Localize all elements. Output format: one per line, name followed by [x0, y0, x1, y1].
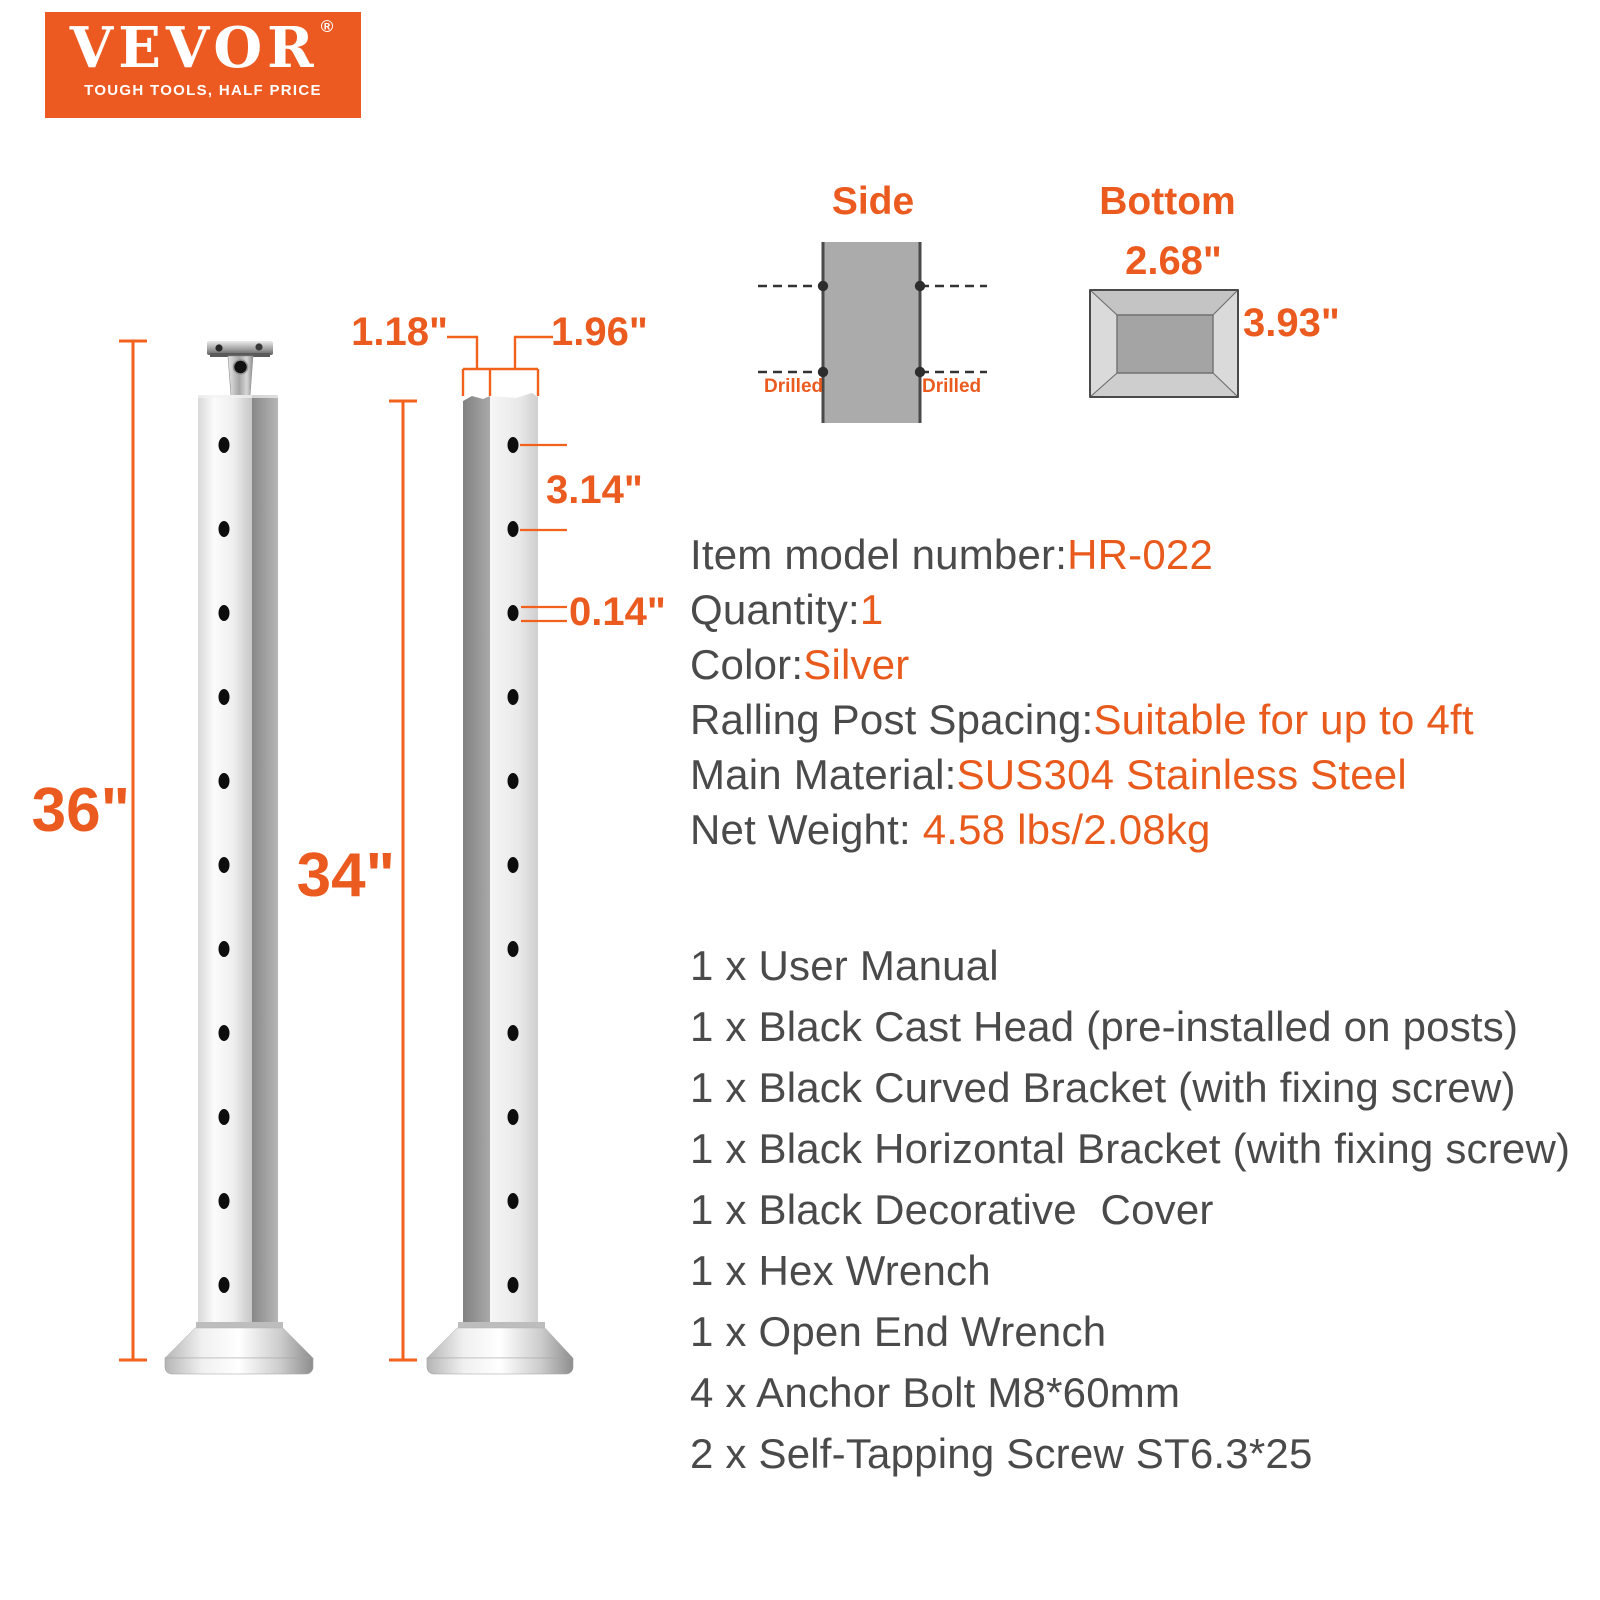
top-width-bracket — [447, 337, 553, 396]
side-diagram-title: Side — [831, 180, 915, 223]
bottom-diagram-title: Bottom — [1099, 180, 1236, 223]
spec-label: Net Weight: — [690, 806, 911, 853]
dim-label-bottom-width: 2.68" — [1125, 239, 1222, 283]
spec-row-material — [690, 747, 1474, 802]
spec-value: SUS304 Stainless Steel — [956, 751, 1407, 798]
spec-value: Suitable for up to 4ft — [1093, 696, 1474, 743]
dim-label-hole-diameter: 0.14" — [569, 590, 666, 634]
package-item: 2 x Self-Tapping Screw ST6.3*25 — [690, 1430, 1313, 1477]
package-item: 1 x Open End Wrench — [690, 1308, 1107, 1355]
logo-tagline: TOUGH TOOLS, HALF PRICE — [84, 82, 322, 99]
package-item: 1 x Hex Wrench — [690, 1247, 991, 1294]
spec-label: Main Material: — [690, 751, 957, 798]
dim-label-bottom-depth: 3.93" — [1243, 301, 1340, 345]
package-item: 1 x Black Horizontal Bracket (with fixing screw) — [690, 1125, 1571, 1172]
spec-label: Quantity: — [690, 586, 860, 633]
spec-label: Ralling Post Spacing: — [690, 696, 1094, 743]
spec-list — [690, 527, 1474, 857]
package-contents-list — [690, 935, 1570, 1484]
registered-trademark-icon: ® — [320, 17, 339, 36]
spec-value: 1 — [859, 586, 884, 633]
drilled-label-left: Drilled — [764, 376, 824, 397]
package-item: 1 x Black Curved Bracket (with fixing screw) — [690, 1064, 1516, 1111]
spec-value: 4.58 lbs/2.08kg — [910, 806, 1211, 853]
dim-label-top-front-width: 1.96" — [551, 310, 648, 354]
dim-line-36 — [119, 341, 147, 1360]
logo-brand-text: VEVOR — [69, 15, 319, 81]
spec-label: Item model number: — [690, 531, 1068, 578]
spec-value: HR-022 — [1067, 531, 1214, 578]
dim-label-post-height-36: 36" — [31, 776, 130, 845]
dim-label-hole-spacing: 3.14" — [546, 468, 643, 512]
package-item: 1 x Black Decorative Cover — [690, 1186, 1214, 1233]
spec-value: Silver — [803, 641, 910, 688]
spec-row-quantity — [690, 582, 1474, 637]
drilled-label-right: Drilled — [922, 376, 982, 397]
dim-label-post-height-34: 34" — [296, 841, 395, 910]
spec-row-color — [690, 637, 1474, 692]
package-item: 4 x Anchor Bolt M8*60mm — [690, 1369, 1181, 1416]
spec-label: Color: — [690, 641, 804, 688]
spec-row-weight — [690, 802, 1474, 857]
spec-row-model — [690, 527, 1474, 582]
dim-label-top-side-width: 1.18" — [351, 310, 448, 354]
bottom-base-diagram — [1090, 290, 1238, 397]
package-item: 1 x User Manual — [690, 942, 999, 989]
spec-row-spacing — [690, 692, 1474, 747]
package-item: 1 x Black Cast Head (pre-installed on posts) — [690, 1003, 1519, 1050]
